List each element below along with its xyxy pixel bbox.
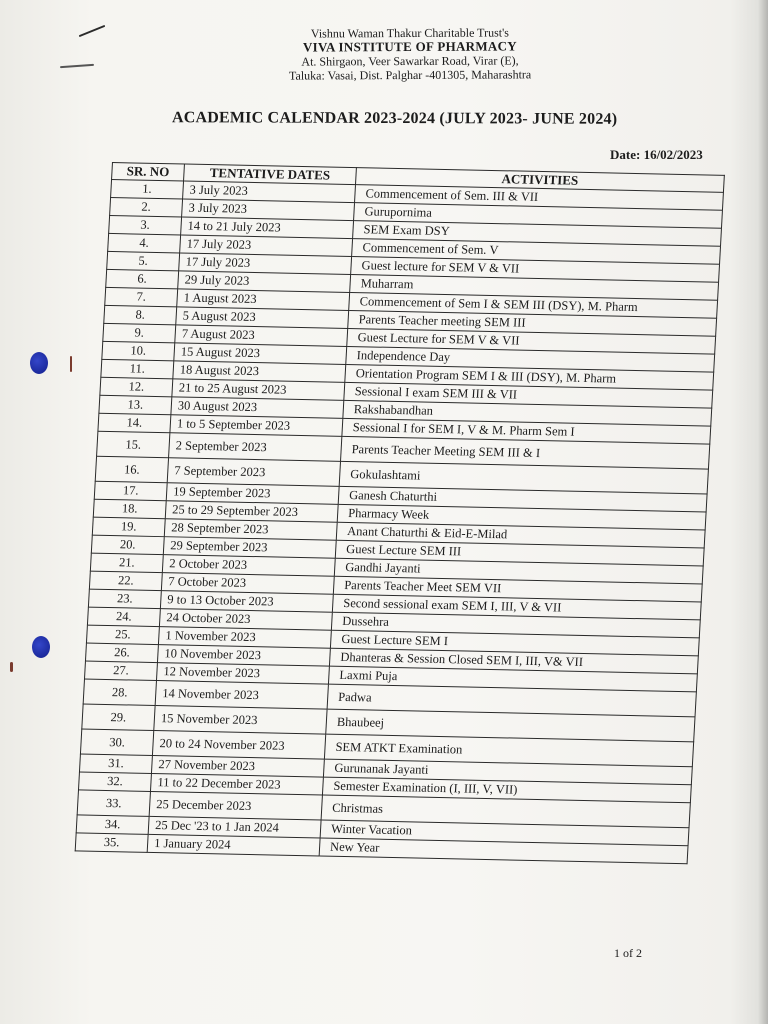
row-date: 14 November 2023 — [155, 681, 328, 710]
row-sr-no: 16. — [95, 456, 168, 482]
row-activity: Guest Lecture for SEM V & VII — [347, 328, 716, 354]
row-activity: Padwa — [327, 684, 696, 717]
row-sr-no: 34. — [76, 815, 149, 834]
row-activity: Christmas — [321, 795, 690, 828]
row-activity: Dhanteras & Session Closed SEM I, III, V& VII — [329, 648, 698, 674]
page-number: 1 of 2 — [614, 946, 642, 960]
row-date: 2 October 2023 — [162, 555, 335, 577]
row-sr-no: 31. — [79, 754, 152, 773]
pen-mark — [70, 356, 72, 372]
row-date: 7 October 2023 — [161, 573, 334, 595]
address-line-2: Taluka: Vasai, Dist. Palghar -401305, Maharashtra — [288, 67, 532, 83]
row-activity: Guest Lecture SEM I — [330, 630, 699, 656]
row-sr-no: 29. — [82, 704, 155, 730]
row-date: 30 August 2023 — [171, 397, 344, 419]
row-sr-no: 6. — [106, 269, 179, 288]
calendar-title: ACADEMIC CALENDAR 2023-2024 (JULY 2023- JUNE 2024) — [171, 109, 618, 128]
row-sr-no: 20. — [91, 535, 164, 554]
row-sr-no: 21. — [90, 553, 163, 572]
row-sr-no: 2. — [110, 197, 183, 216]
row-date: 14 to 21 July 2023 — [181, 217, 354, 239]
calendar-table-wrapper — [75, 162, 724, 864]
row-sr-no: 25. — [86, 625, 159, 644]
row-activity: Pharmacy Week — [337, 504, 706, 530]
row-sr-no: 9. — [103, 323, 176, 342]
row-date: 25 to 29 September 2023 — [165, 501, 338, 523]
row-sr-no: 1. — [111, 179, 184, 198]
row-date: 17 July 2023 — [180, 235, 353, 257]
row-activity: Commencement of Sem I & SEM III (DSY), M. Pharm — [349, 293, 718, 319]
row-date: 21 to 25 August 2023 — [172, 379, 345, 401]
row-activity: Parents Teacher Meet SEM VII — [333, 576, 702, 602]
row-date: 7 August 2023 — [175, 325, 348, 347]
row-activity: Gurunanak Jayanti — [323, 759, 692, 785]
row-sr-no: 18. — [93, 499, 166, 518]
row-date: 29 September 2023 — [163, 537, 336, 559]
row-date: 12 November 2023 — [156, 663, 329, 685]
row-activity: Ganesh Chaturthi — [338, 486, 707, 512]
page-edge-shadow — [758, 0, 768, 1024]
row-activity: SEM ATKT Examination — [324, 734, 693, 767]
row-activity: Second sessional exam SEM I, III, V & VII — [332, 594, 701, 620]
row-date: 20 to 24 November 2023 — [152, 730, 325, 759]
row-activity: New Year — [319, 838, 688, 864]
row-date: 1 to 5 September 2023 — [170, 415, 343, 437]
row-activity: Semester Examination (I, III, V, VII) — [322, 777, 691, 803]
row-sr-no: 3. — [109, 215, 182, 234]
row-date: 1 November 2023 — [158, 627, 331, 649]
row-date: 7 September 2023 — [167, 458, 340, 487]
row-sr-no: 30. — [80, 729, 153, 755]
row-sr-no: 12. — [100, 377, 173, 396]
row-activity: Commencement of Sem. V — [352, 239, 721, 265]
row-date: 10 November 2023 — [157, 645, 330, 667]
row-date: 19 September 2023 — [166, 483, 339, 505]
row-date: 9 to 13 October 2023 — [160, 591, 333, 613]
row-activity: Guest Lecture SEM III — [335, 540, 704, 566]
row-sr-no: 13. — [99, 395, 172, 414]
row-date: 5 August 2023 — [176, 307, 349, 329]
punch-hole — [30, 352, 48, 374]
row-activity: Commencement of Sem. III & VII — [355, 185, 724, 211]
row-date: 11 to 22 December 2023 — [150, 773, 323, 795]
pen-mark — [60, 64, 94, 68]
row-sr-no: 24. — [87, 607, 160, 626]
row-sr-no: 11. — [101, 359, 174, 378]
row-activity: Guest lecture for SEM V & VII — [351, 257, 720, 283]
row-date: 1 January 2024 — [147, 834, 320, 856]
row-date: 15 August 2023 — [174, 343, 347, 365]
row-activity: Gokulashtami — [339, 461, 708, 494]
column-header-activities: ACTIVITIES — [355, 168, 724, 193]
row-sr-no: 28. — [83, 679, 156, 705]
address-line-1: At. Shirgaon, Veer Sawarkar Road, Virar (E), — [301, 53, 519, 69]
trust-name: Vishnu Waman Thakur Charitable Trust's — [310, 25, 509, 41]
column-header-sr-no: SR. NO — [112, 163, 185, 181]
document-date: Date: 16/02/2023 — [610, 147, 703, 162]
row-sr-no: 19. — [92, 517, 165, 536]
row-activity: Rakshabandhan — [343, 400, 712, 426]
row-activity: Laxmi Puja — [328, 666, 697, 692]
row-date: 25 December 2023 — [149, 791, 322, 820]
row-activity: Independence Day — [346, 346, 715, 372]
institute-name: VIVA INSTITUTE OF PHARMACY — [302, 38, 518, 55]
row-date: 24 October 2023 — [159, 609, 332, 631]
calendar-table — [75, 162, 725, 864]
row-activity: Winter Vacation — [320, 820, 689, 846]
row-activity: Muharram — [350, 275, 719, 301]
row-sr-no: 23. — [88, 589, 161, 608]
row-sr-no: 22. — [89, 571, 162, 590]
row-date: 3 July 2023 — [183, 181, 356, 203]
table-body — [75, 179, 723, 863]
row-sr-no: 26. — [85, 643, 158, 662]
letterhead — [220, 25, 600, 83]
row-activity: SEM Exam DSY — [353, 221, 722, 247]
column-header-dates: TENTATIVE DATES — [184, 164, 357, 185]
row-sr-no: 35. — [75, 833, 148, 852]
row-activity: Bhaubeej — [326, 709, 695, 742]
row-sr-no: 4. — [108, 233, 181, 252]
punch-hole — [32, 636, 50, 658]
row-sr-no: 14. — [98, 413, 171, 432]
row-activity: Parents Teacher Meeting SEM III & I — [341, 436, 710, 469]
row-sr-no: 10. — [102, 341, 175, 360]
row-date: 1 August 2023 — [177, 289, 350, 311]
row-sr-no: 5. — [107, 251, 180, 270]
row-date: 29 July 2023 — [178, 271, 351, 293]
row-activity: Sessional I for SEM I, V & M. Pharm Sem I — [342, 418, 711, 444]
row-date: 17 July 2023 — [179, 253, 352, 275]
row-date: 25 Dec '23 to 1 Jan 2024 — [148, 816, 321, 838]
row-activity: Parents Teacher meeting SEM III — [348, 310, 717, 336]
row-sr-no: 8. — [104, 305, 177, 324]
row-date: 18 August 2023 — [173, 361, 346, 383]
row-date: 28 September 2023 — [164, 519, 337, 541]
row-activity: Anant Chaturthi & Eid-E-Milad — [336, 522, 705, 548]
row-sr-no: 7. — [105, 287, 178, 306]
row-activity: Gandhi Jayanti — [334, 558, 703, 584]
pen-mark — [79, 25, 106, 37]
row-date: 3 July 2023 — [182, 199, 355, 221]
row-sr-no: 27. — [84, 661, 157, 680]
row-date: 2 September 2023 — [169, 433, 342, 462]
row-date: 15 November 2023 — [154, 706, 327, 735]
row-activity: Dussehra — [331, 612, 700, 638]
row-activity: Sessional I exam SEM III & VII — [344, 382, 713, 408]
row-sr-no: 32. — [78, 772, 151, 791]
row-sr-no: 33. — [77, 790, 150, 816]
row-activity: Gurupornima — [354, 203, 723, 229]
row-date: 27 November 2023 — [151, 755, 324, 777]
row-sr-no: 17. — [94, 481, 167, 500]
pen-mark — [10, 662, 13, 672]
row-activity: Orientation Program SEM I & III (DSY), M. Pharm — [345, 364, 714, 390]
row-sr-no: 15. — [97, 431, 170, 457]
